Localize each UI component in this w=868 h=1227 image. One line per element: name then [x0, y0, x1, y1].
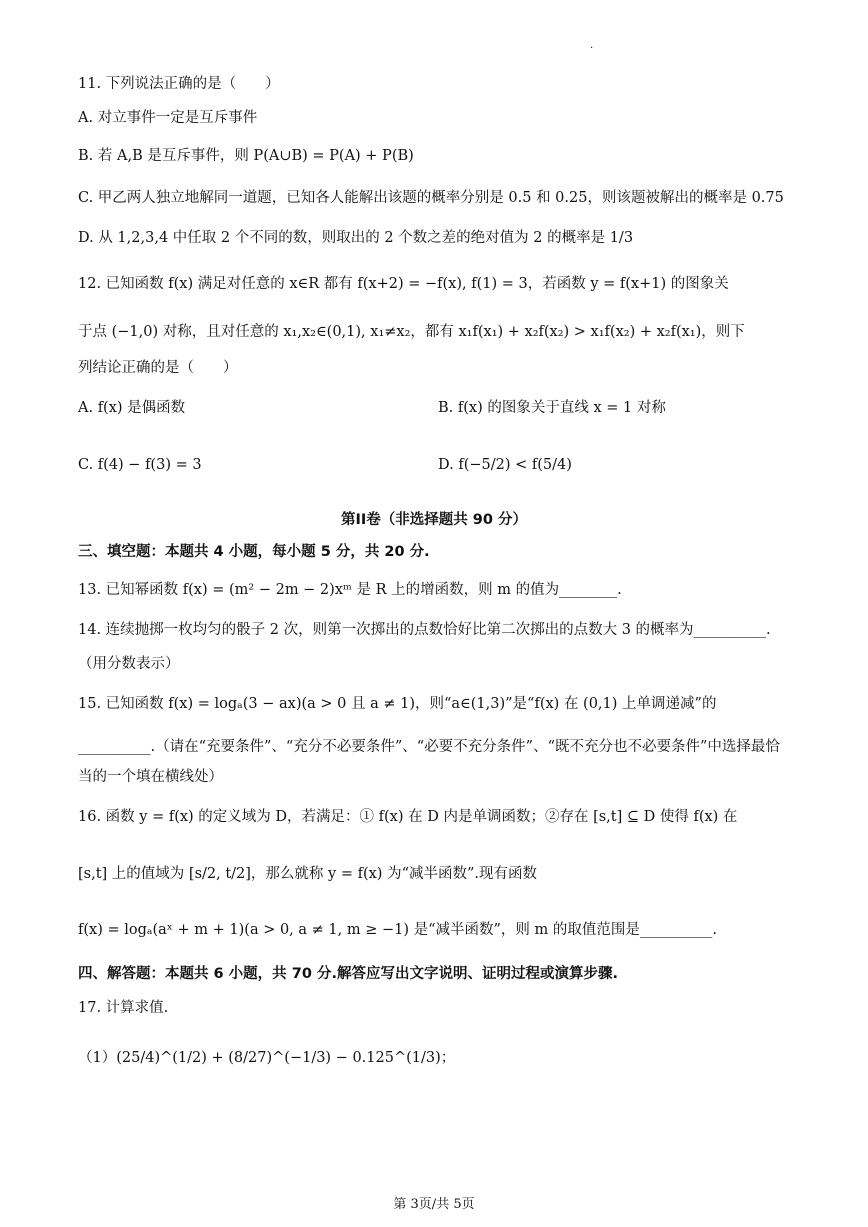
q12-stem-line3: 列结论正确的是（ ） [78, 360, 238, 376]
q12-stem-line2: 于点 (−1,0) 对称，且对任意的 x₁,x₂∈(0,1), x₁≠x₂，都有 x₁f(x₁) + x₂f(x₂) > x₁f(x₂) + x₂f(x₁)，则下 [78, 324, 745, 340]
q16-line3: f(x) = logₐ(aˣ + m + 1)(a > 0, a ≠ 1, m ≥ −1) 是“减半函数”，则 m 的取值范围是__________. [78, 922, 718, 938]
q16-line2: [s,t] 上的值域为 [s/2, t/2]，那么就称 y = f(x) 为“减半函数”.现有函数 [78, 866, 537, 882]
q17-part1: （1）(25/4)^(1/2) + (8/27)^(−1/3) − 0.125^(1/3)； [78, 1050, 456, 1066]
q12-option-d: D. f(−5/2) < f(5/4) [438, 457, 572, 473]
q15-line2: __________.（请在“充要条件”、“充分不必要条件”、“必要不充分条件”、“既不充分也不必要条件”中选择最恰 [78, 739, 780, 755]
q16-line1: 16. 函数 y = f(x) 的定义域为 D，若满足：① f(x) 在 D 内是单调函数；②存在 [s,t] ⊆ D 使得 f(x) 在 [78, 809, 738, 825]
q12-option-b: B. f(x) 的图象关于直线 x = 1 对称 [438, 400, 666, 416]
q11-option-b: B. 若 A,B 是互斥事件，则 P(A∪B) = P(A) + P(B) [78, 148, 414, 164]
q12-stem-line1: 12. 已知函数 f(x) 满足对任意的 x∈R 都有 f(x+2) = −f(x), f(1) = 3，若函数 y = f(x+1) 的图象关 [78, 276, 729, 292]
q11-option-c: C. 甲乙两人独立地解同一道题，已知各人能解出该题的概率分别是 0.5 和 0.25，则该题被解出的概率是 0.75 [78, 190, 784, 206]
q11-option-d: D. 从 1,2,3,4 中任取 2 个不同的数，则取出的 2 个数之差的绝对值为 2 的概率是 1/3 [78, 230, 634, 246]
top-mark: . [590, 40, 594, 51]
q13: 13. 已知幂函数 f(x) = (m² − 2m − 2)xᵐ 是 R 上的增函数，则 m 的值为________. [78, 582, 622, 598]
section2-title: 第II卷（非选择题共 90 分） [340, 512, 528, 528]
q17-stem: 17. 计算求值. [78, 1000, 169, 1016]
page-footer: 第 3页/共 5页 [393, 1197, 475, 1212]
q11-stem: 11. 下列说法正确的是（ ） [78, 76, 280, 92]
q12-option-c: C. f(4) − f(3) = 3 [78, 457, 202, 473]
q15-line1: 15. 已知函数 f(x) = logₐ(3 − ax)(a > 0 且 a ≠ 1)，则“a∈(1,3)”是“f(x) 在 (0,1) 上单调递减”的 [78, 696, 717, 712]
part3-title: 三、填空题：本题共 4 小题，每小题 5 分，共 20 分. [78, 544, 430, 560]
q14-line1: 14. 连续抛掷一枚均匀的骰子 2 次，则第一次掷出的点数恰好比第二次掷出的点数大 3 的概率为__________. [78, 622, 771, 638]
q11-option-a: A. 对立事件一定是互斥事件 [78, 110, 258, 126]
q12-option-a: A. f(x) 是偶函数 [78, 400, 186, 416]
q15-line3: 当的一个填在横线处） [78, 769, 223, 785]
part4-title: 四、解答题：本题共 6 小题，共 70 分.解答应写出文字说明、证明过程或演算步骤. [78, 966, 618, 982]
q14-line2: （用分数表示） [78, 656, 180, 672]
